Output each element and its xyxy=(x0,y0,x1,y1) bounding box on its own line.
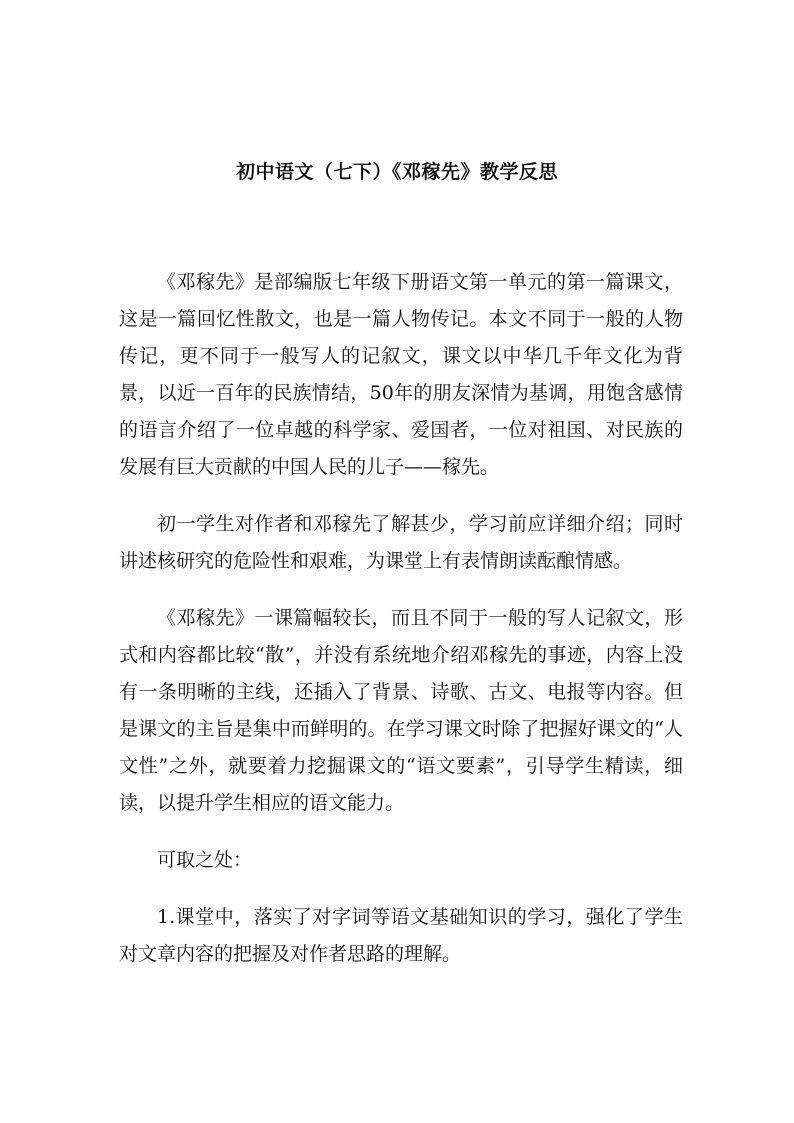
paragraph-students: 初一学生对作者和邓稼先了解甚少，学习前应详细介绍；同时讲述核研究的危险性和艰难，为课堂上有表情朗读酝酿情感。 xyxy=(119,513,683,572)
document-title: 初中语文（七下）《邓稼先》教学反思 xyxy=(235,161,558,183)
document-body xyxy=(119,264,683,993)
paragraph-lesson: 《邓稼先》一课篇幅较长，而且不同于一般的写人记叙文，形式和内容都比较“散”，并没有系统地介绍邓稼先的事迹，内容上没有一条明晰的主线，还插入了背景、诗歌、古文、电报等内容。但是课文的主旨是集中而鲜明的。在学习课文时除了把握好课文的“人文性”之外，就要着力挖掘课文的“语文要素”，引导学生精读，细读，以提升学生相应的语文能力。 xyxy=(119,607,683,814)
paragraph-merit-1: 1.课堂中，落实了对字词等语文基础知识的学习，强化了学生对文章内容的把握及对作者思路的理解。 xyxy=(119,906,683,965)
paragraph-intro: 《邓稼先》是部编版七年级下册语文第一单元的第一篇课文，这是一篇回忆性散文，也是一篇人物传记。本文不同于一般的人物传记，更不同于一般写人的记叙文，课文以中华几千年文化为背景，以近一百年的民族情结，50年的朋友深情为基调，用饱含感情的语言介绍了一位卓越的科学家、爱国者，一位对祖国、对民族的发展有巨大贡献的中国人民的儿子——稼先。 xyxy=(119,271,683,478)
paragraph-merits-heading: 可取之处： xyxy=(157,849,253,871)
